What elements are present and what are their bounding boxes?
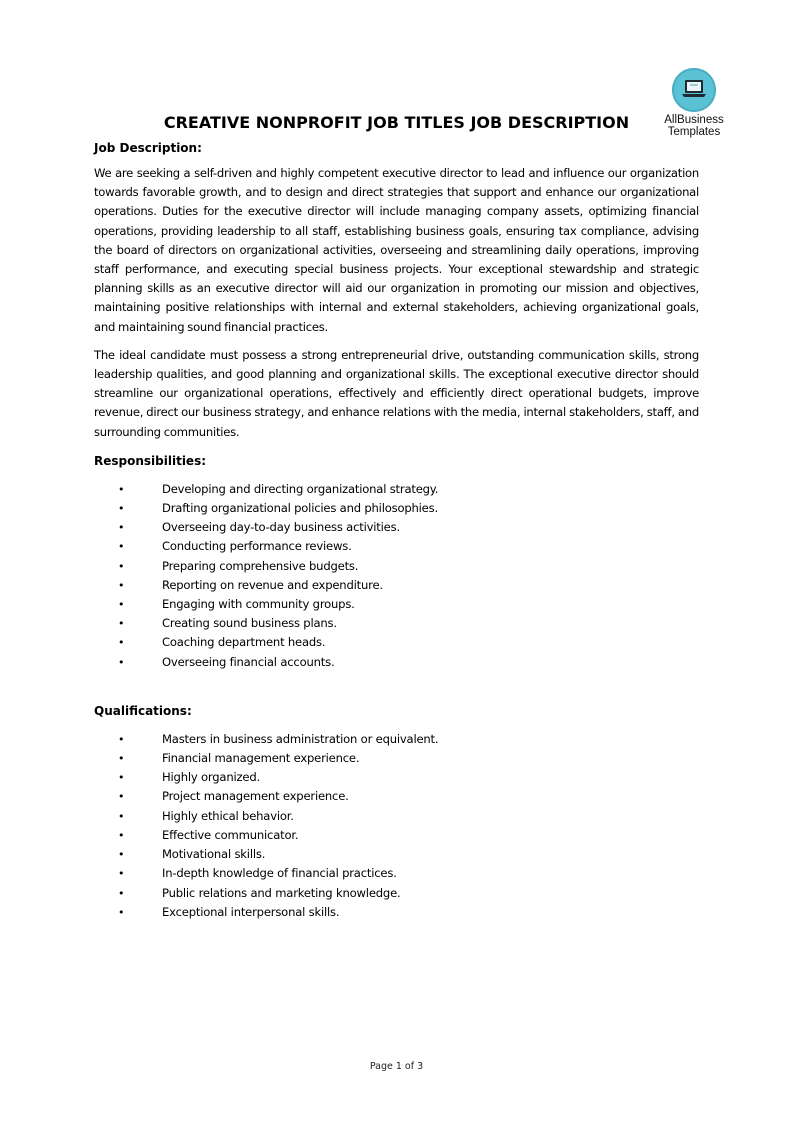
bullet: • [118, 482, 125, 496]
bullet: • [118, 540, 125, 554]
document-title: CREATIVE NONPROFIT JOB TITLES JOB DESCRIPTION [163, 113, 630, 132]
list-item-text: Developing and directing organizational strategy. [162, 481, 439, 496]
list-item-text: Public relations and marketing knowledge. [162, 885, 401, 900]
responsibilities-list [94, 480, 699, 672]
list-item [94, 826, 699, 845]
list-item [94, 518, 699, 537]
job-description-heading: Job Description: [94, 141, 202, 155]
logo-line-2: Templates [667, 126, 721, 138]
list-item-text: Creating sound business plans. [162, 616, 337, 631]
bullet: • [118, 655, 125, 669]
bullet: • [118, 848, 125, 862]
bullet: • [118, 578, 125, 592]
logo-circle [672, 68, 716, 112]
list-item-text: Overseeing day-to-day business activities. [162, 520, 400, 535]
bullet: • [118, 752, 125, 766]
list-item [94, 903, 699, 922]
list-item [94, 787, 699, 806]
bullet: • [118, 771, 125, 785]
list-item-text: Engaging with community groups. [162, 597, 355, 612]
list-item [94, 730, 699, 749]
document-body [94, 138, 699, 922]
bullet: • [118, 732, 125, 746]
list-item-text: Reporting on revenue and expenditure. [162, 577, 383, 592]
list-item-text: Overseeing financial accounts. [162, 654, 335, 669]
list-item [94, 633, 699, 652]
list-item-text: Project management experience. [162, 789, 349, 804]
list-item-text: Conducting performance reviews. [162, 539, 352, 554]
list-item-text: Highly ethical behavior. [162, 808, 294, 823]
list-item [94, 807, 699, 826]
list-item [94, 864, 699, 883]
bullet: • [118, 905, 125, 919]
qualifications-list [94, 730, 699, 922]
list-item-text: Exceptional interpersonal skills. [162, 904, 340, 919]
list-item [94, 884, 699, 903]
list-item [94, 845, 699, 864]
bullet: • [118, 886, 125, 900]
list-item-text: Coaching department heads. [162, 635, 326, 650]
bullet: • [118, 867, 125, 881]
list-item [94, 768, 699, 787]
list-item-text: Motivational skills. [162, 847, 266, 862]
bullet: • [118, 636, 125, 650]
list-item [94, 537, 699, 556]
list-item-text: Masters in business administration or equivalent. [162, 731, 439, 746]
job-description-paragraph-1: We are seeking a self-driven and highly competent executive director to lead and influence our organization towards favorable growth, and to design and direct strategies that support and enhance our organizational operations. Duties for the executive director will include managing company assets, optimizing financial operations, providing leadership to all staff, establishing business goals, ensuring tax compliance, advising the board of directors on organizational activities, overseeing and streamlining daily operations, improving staff performance, and executing special business projects. Your exceptional stewardship and strategic planning skills as an executive director will aid our organization in promoting our mission and objectives, maintaining positive relationships with internal and external stakeholders, achieving organizational goals, and maintaining sound financial practices. [94, 166, 699, 334]
list-item-text: Preparing comprehensive budgets. [162, 558, 359, 573]
qualifications-heading: Qualifications: [94, 703, 192, 718]
logo-line-1: AllBusiness [664, 114, 724, 126]
list-item-text: Highly organized. [162, 770, 260, 785]
list-item [94, 576, 699, 595]
list-item [94, 595, 699, 614]
list-item [94, 557, 699, 576]
list-item [94, 749, 699, 768]
list-item-text: In-depth knowledge of financial practices. [162, 866, 397, 881]
list-item [94, 614, 699, 633]
list-item-text: Effective communicator. [162, 827, 299, 842]
list-item-text: Drafting organizational policies and philosophies. [162, 501, 438, 516]
bullet: • [118, 809, 125, 823]
list-item [94, 480, 699, 499]
list-item [94, 653, 699, 672]
bullet: • [118, 617, 125, 631]
responsibilities-heading: Responsibilities: [94, 453, 207, 468]
laptop-icon [681, 79, 707, 101]
page-number: Page 1 of 3 [369, 1061, 424, 1072]
bullet: • [118, 598, 125, 612]
bullet: • [118, 559, 125, 573]
bullet: • [118, 828, 125, 842]
job-description-paragraph-2: The ideal candidate must possess a strong entrepreneurial drive, outstanding communication skills, strong leadership qualities, and good planning and organizational skills. The exceptional executive director should streamline our organizational operations, effectively and efficiently direct operational budgets, improve revenue, direct our business strategy, and enhance relations with the media, internal stakeholders, staff, and surrounding communities. [94, 347, 699, 439]
list-item-text: Financial management experience. [162, 751, 360, 766]
list-item [94, 499, 699, 518]
bullet: • [118, 790, 125, 804]
bullet: • [118, 502, 125, 516]
bullet: • [118, 521, 125, 535]
